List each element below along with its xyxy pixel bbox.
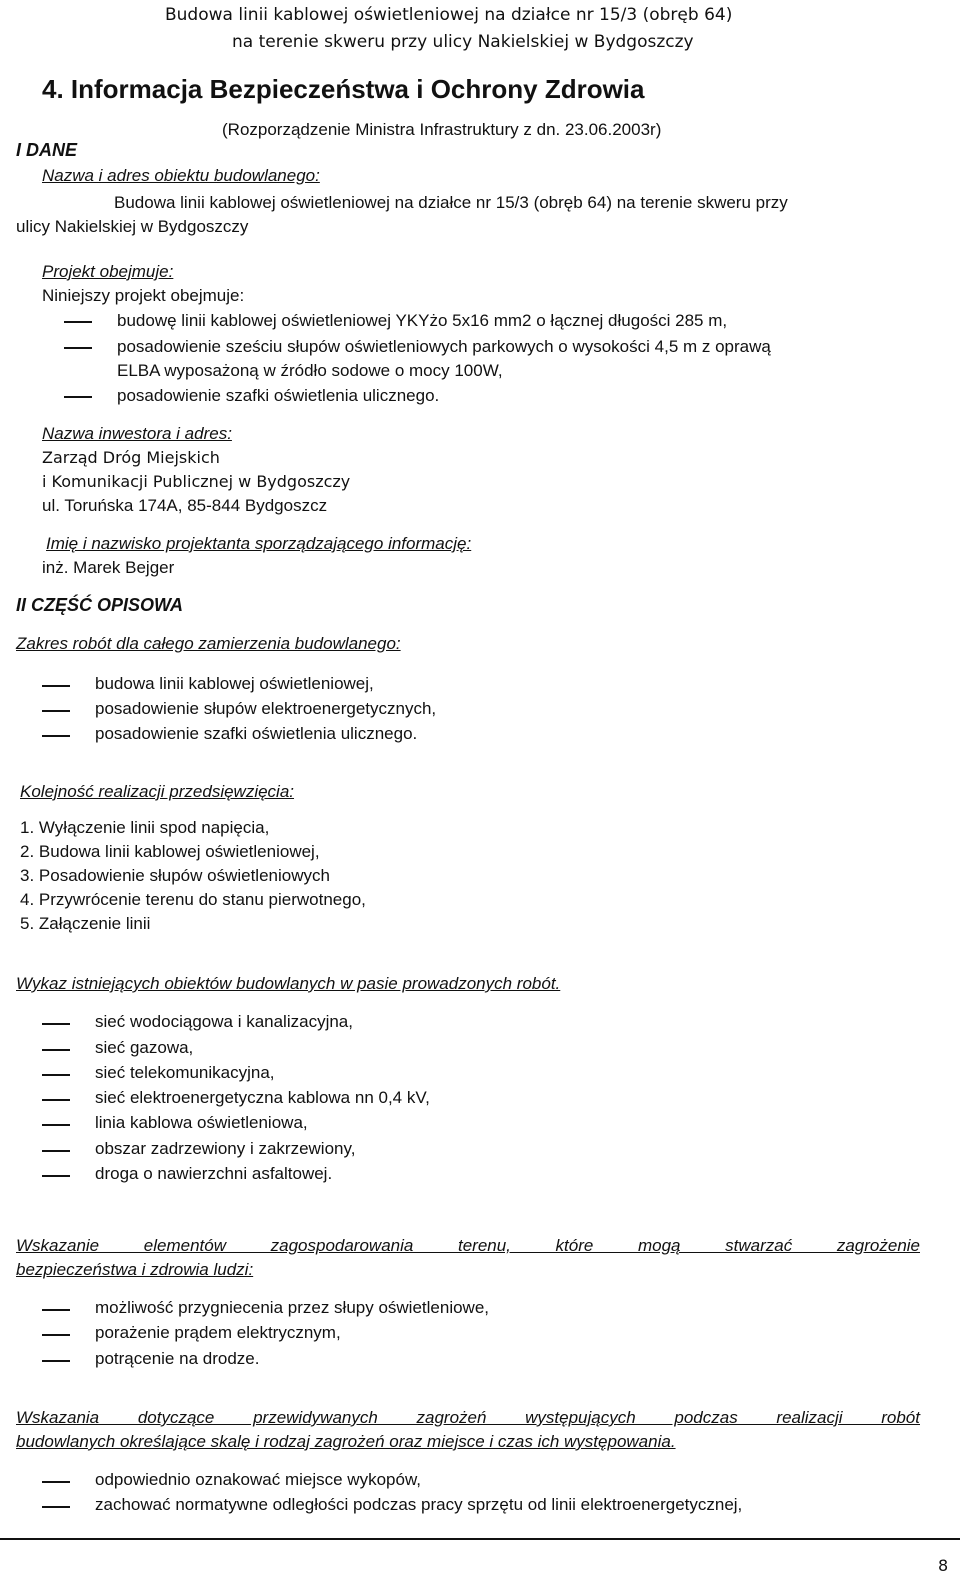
hazard-item: możliwość przygniecenia przez słupy oświetleniowe, [95, 1298, 490, 1317]
scope-item: posadowienie sześciu słupów oświetleniowych parkowych o wysokości 4,5 m z oprawą [117, 337, 771, 356]
investor-label: Nazwa inwestora i adres: [42, 424, 232, 443]
order-label: Kolejność realizacji przedsięwzięcia: [20, 782, 295, 801]
designer-name: inż. Marek Bejger [42, 558, 175, 577]
expected-item: zachować normatywne odległości podczas pracy sprzętu od linii elektroenergetycznej, [95, 1495, 743, 1514]
dash-marker [42, 1506, 70, 1508]
regulation-note: (Rozporządzenie Ministra Infrastruktury z dn. 23.06.2003r) [222, 120, 662, 139]
existing-label: Wykaz istniejących obiektów budowlanych w pasie prowadzonych robót. [16, 974, 561, 993]
dash-marker [42, 1481, 70, 1483]
dash-marker [42, 1309, 70, 1311]
dash-marker [42, 710, 70, 712]
object-line-2: ulicy Nakielskiej w Bydgoszczy [16, 217, 249, 236]
expected-item: odpowiednio oznakować miejsce wykopów, [95, 1470, 422, 1489]
dash-marker [42, 1175, 70, 1177]
dash-marker [42, 1360, 70, 1362]
works-item: posadowienie szafki oświetlenia ulicznego. [95, 724, 418, 743]
hazard-item: potrącenie na drodze. [95, 1349, 260, 1368]
works-item: budowa linii kablowej oświetleniowej, [95, 674, 374, 693]
section-1-heading: I DANE [16, 140, 78, 160]
scope-intro: Niniejszy projekt obejmuje: [42, 286, 245, 305]
expected-label-line-1: Wskazania dotyczące przewidywanych zagrożeń występujących podczas realizacji robót [16, 1408, 920, 1427]
existing-item: sieć telekomunikacyjna, [95, 1063, 275, 1082]
dash-marker [64, 396, 92, 398]
existing-item: sieć elektroenergetyczna kablowa nn 0,4 kV, [95, 1088, 430, 1107]
section-2-heading: II CZĘŚĆ OPISOWA [16, 595, 184, 615]
object-label: Nazwa i adres obiektu budowlanego: [42, 166, 320, 185]
scope-item: budowę linii kablowej oświetleniowej YKYżo 5x16 mm2 o łącznej długości 285 m, [117, 311, 728, 330]
object-line-1: Budowa linii kablowej oświetleniowej na działce nr 15/3 (obręb 64) na terenie skweru przy [114, 193, 788, 212]
hazard-label-line-1: Wskazanie elementów zagospodarowania terenu, które mogą stwarzać zagrożenie [16, 1236, 920, 1255]
dash-marker [42, 685, 70, 687]
page-title: 4. Informacja Bezpieczeństwa i Ochrony Zdrowia [42, 74, 645, 104]
dash-marker [42, 1074, 70, 1076]
scope-item-continuation: ELBA wyposażoną w źródło sodowe o mocy 100W, [117, 361, 503, 380]
page-number: 8 [938, 1556, 949, 1575]
dash-marker [64, 347, 92, 349]
order-item: 5. Załączenie linii [20, 914, 151, 933]
footer-rule [0, 1538, 960, 1540]
dash-marker [42, 1124, 70, 1126]
scope-label: Projekt obejmuje: [42, 262, 174, 281]
header-line-2: na terenie skweru przy ulicy Nakielskiej w Bydgoszczy [232, 32, 694, 52]
existing-item: droga o nawierzchni asfaltowej. [95, 1164, 333, 1183]
dash-marker [64, 321, 92, 323]
header-line-1: Budowa linii kablowej oświetleniowej na działce nr 15/3 (obręb 64) [165, 5, 733, 25]
works-item: posadowienie słupów elektroenergetycznych, [95, 699, 437, 718]
order-item: 2. Budowa linii kablowej oświetleniowej, [20, 842, 320, 861]
existing-item: sieć wodociągowa i kanalizacyjna, [95, 1012, 353, 1031]
order-item: 1. Wyłączenie linii spod napięcia, [20, 818, 270, 837]
dash-marker [42, 1099, 70, 1101]
dash-marker [42, 1334, 70, 1336]
works-label: Zakres robót dla całego zamierzenia budowlanego: [16, 634, 401, 653]
investor-line: Zarząd Dróg Miejskich [42, 448, 220, 467]
scope-item: posadowienie szafki oświetlenia ulicznego. [117, 386, 440, 405]
order-item: 3. Posadowienie słupów oświetleniowych [20, 866, 330, 885]
dash-marker [42, 1049, 70, 1051]
dash-marker [42, 1023, 70, 1025]
hazard-label-line-2: bezpieczeństwa i zdrowia ludzi: [16, 1260, 254, 1279]
hazard-item: porażenie prądem elektrycznym, [95, 1323, 341, 1342]
expected-label-line-2: budowlanych określające skalę i rodzaj zagrożeń oraz miejsce i czas ich występowania. [16, 1432, 676, 1451]
dash-marker [42, 1150, 70, 1152]
investor-line: i Komunikacji Publicznej w Bydgoszczy [42, 472, 351, 491]
existing-item: sieć gazowa, [95, 1038, 194, 1057]
existing-item: obszar zadrzewiony i zakrzewiony, [95, 1139, 356, 1158]
order-item: 4. Przywrócenie terenu do stanu pierwotnego, [20, 890, 366, 909]
existing-item: linia kablowa oświetleniowa, [95, 1113, 308, 1132]
dash-marker [42, 735, 70, 737]
designer-label: Imię i nazwisko projektanta sporządzającego informację: [46, 534, 472, 553]
investor-line: ul. Toruńska 174A, 85-844 Bydgoszcz [42, 496, 328, 515]
